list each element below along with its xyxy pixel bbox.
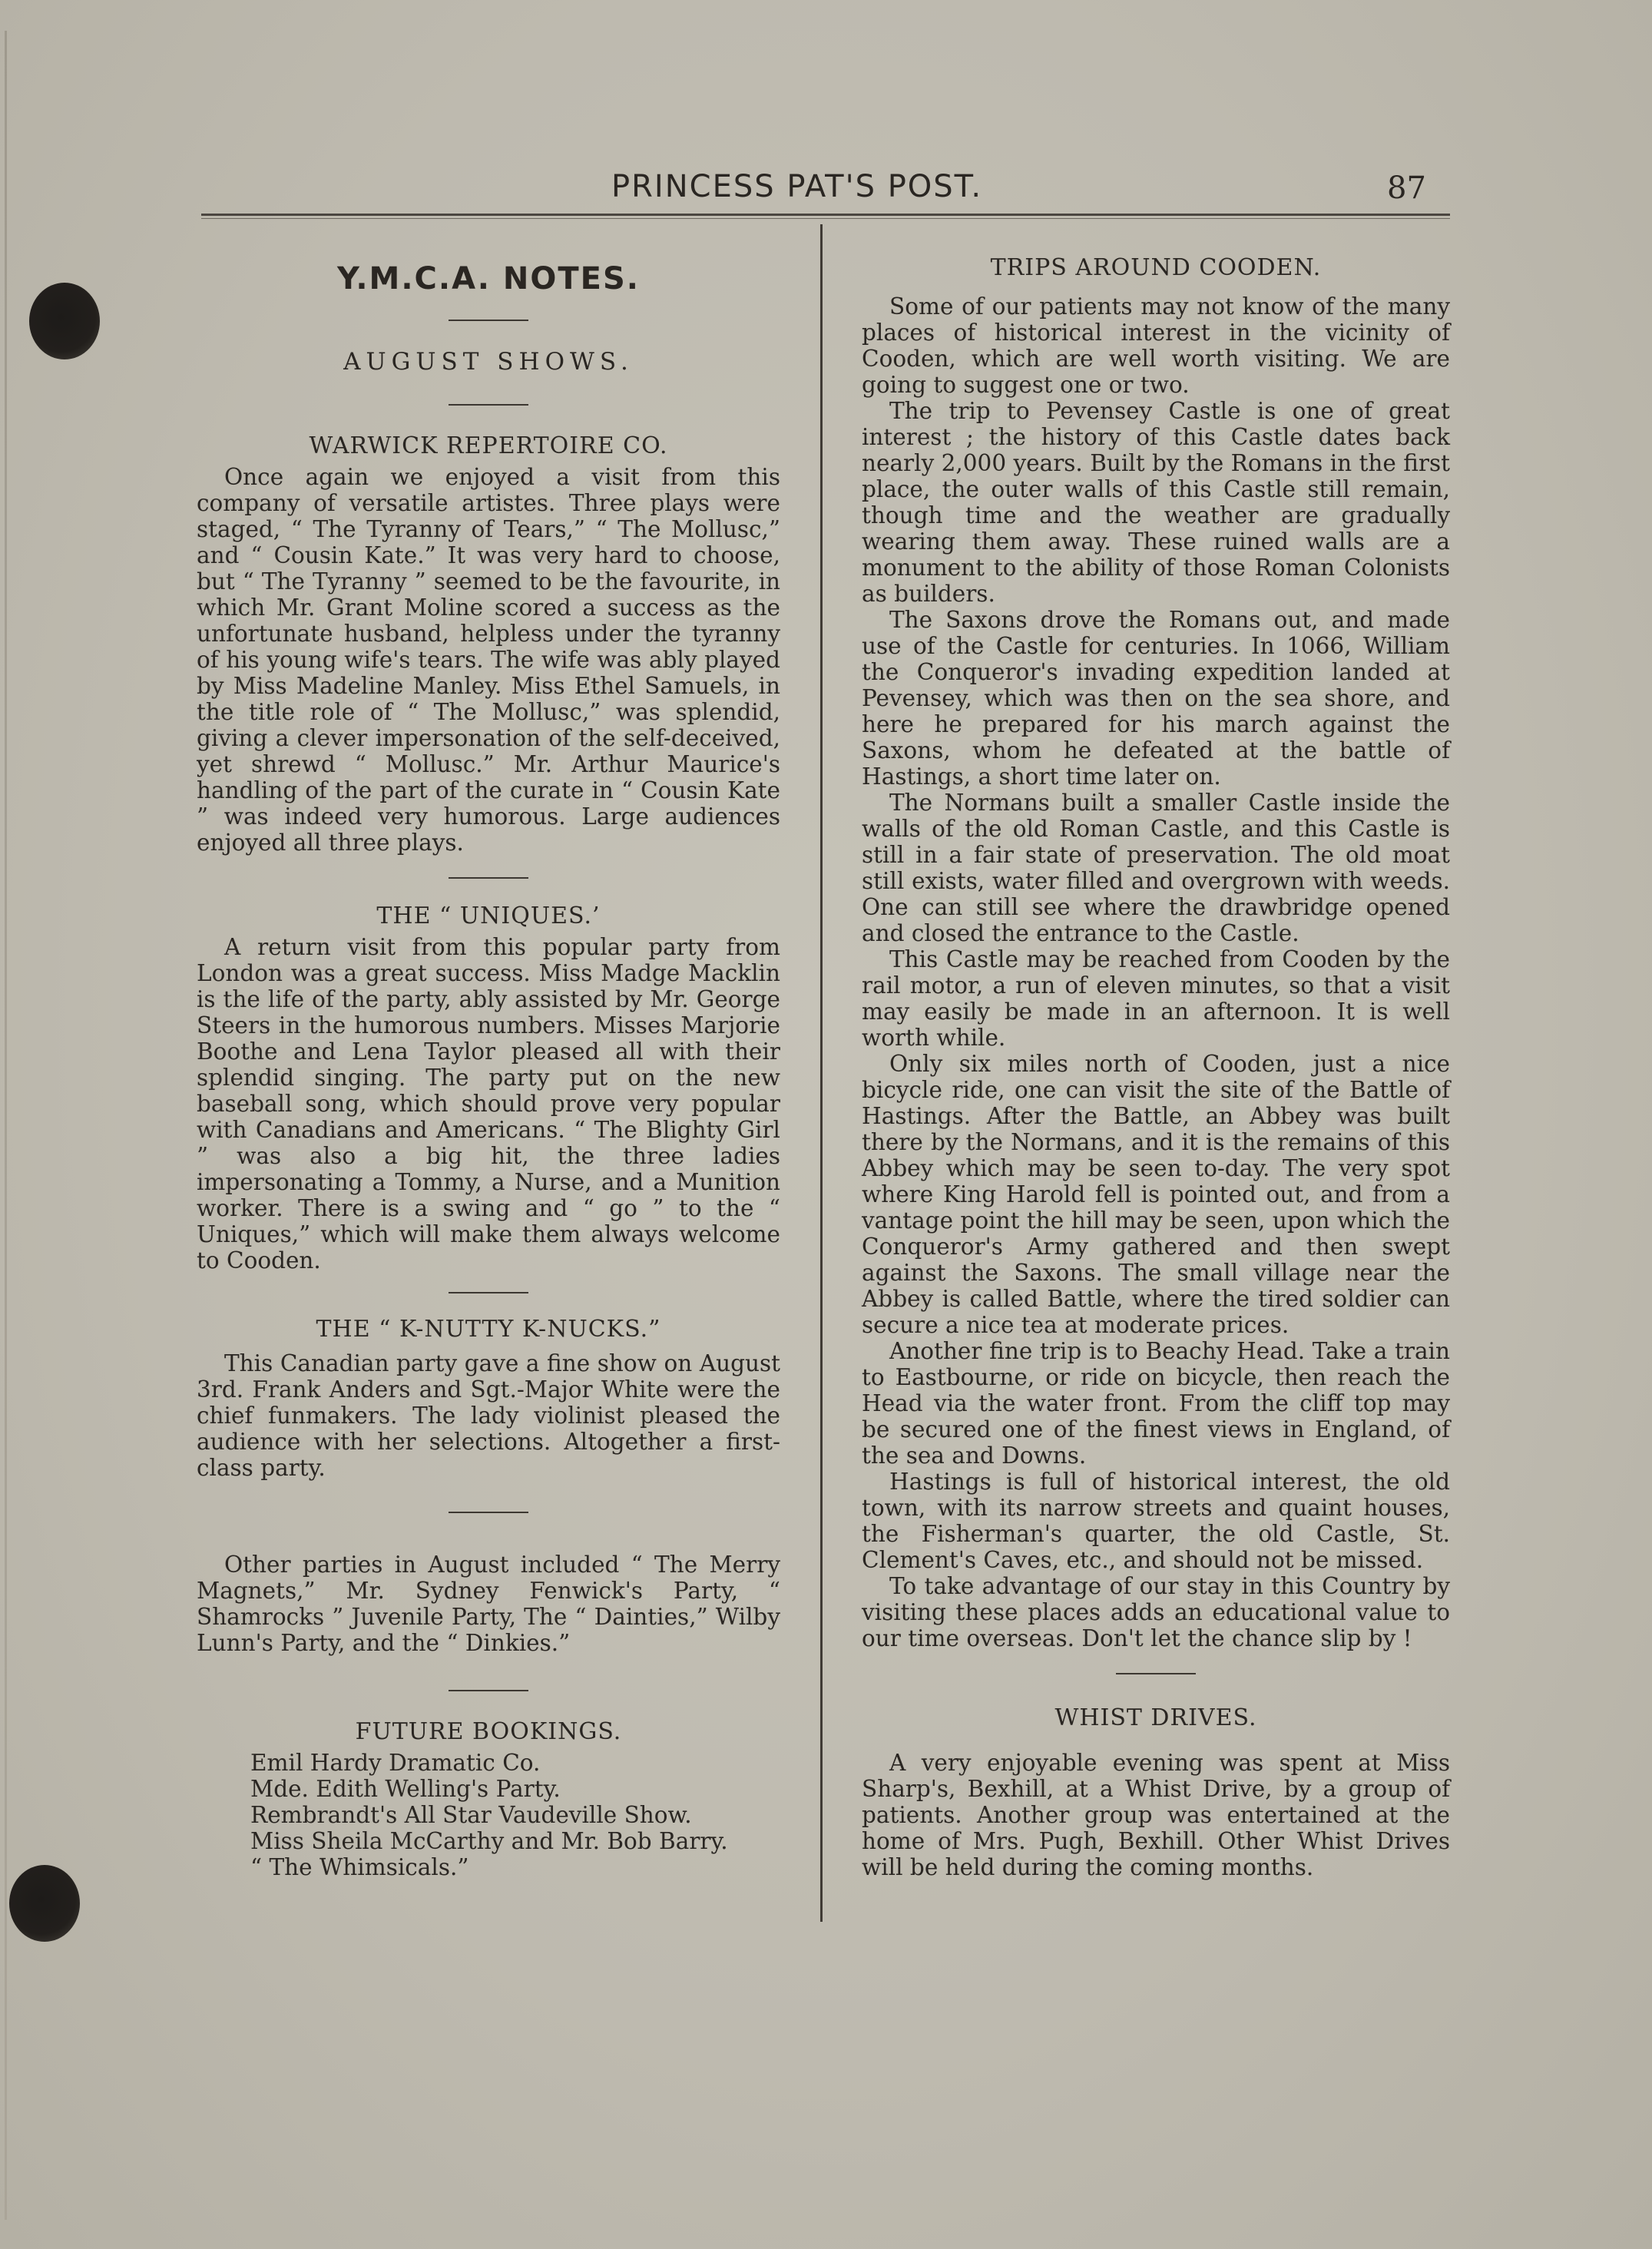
paragraph-whist: A very enjoyable evening was spent at Miss Sharp's, Bexhill, at a Whist Drive, by a group of patients. Another group was entertained at the home of Mrs. Pugh, Bexhill. Other Whist Drives will be held during the coming months. (862, 1750, 1450, 1880)
divider-rule (449, 1690, 528, 1691)
masthead-title: PRINCESS PAT'S POST. (611, 169, 983, 204)
divider-rule (449, 1292, 528, 1293)
right-column (862, 230, 1450, 1880)
booking-item: Mde. Edith Welling's Party. (250, 1776, 561, 1802)
paragraph-trips: Some of our patients may not know of the many places of historical interest in the vicinity of Cooden, which are well worth visiting. We are going to suggest one or two. (862, 293, 1450, 398)
paragraph-other-parties: Other parties in August included “ The Merry Magnets,” Mr. Sydney Fenwick's Party, “ Shamrocks ” Juvenile Party, The “ Dainties,” Wilby Lunn's Party, and the “ Dinkies.” (197, 1552, 780, 1656)
header-rule-thin (201, 218, 1450, 219)
paragraph-trips: To take advantage of our stay in this Country by visiting these places adds an educational value to our time overseas. Don't let the chance slip by ! (862, 1573, 1450, 1651)
paragraph-trips: Another fine trip is to Beachy Head. Take a train to Eastbourne, or ride on bicycle, then reach the Head via the water front. From the cliff top may be secured one of the finest views in England, of the sea and Downs. (862, 1338, 1450, 1469)
divider-rule (449, 877, 528, 879)
punch-hole-top (29, 283, 100, 359)
paragraph-knutty: This Canadian party gave a fine show on August 3rd. Frank Anders and Sgt.-Major White were the chief funmakers. The lady violinist pleased the audience with her selections. Altogether a first-class party. (197, 1350, 780, 1481)
column-divider (820, 224, 823, 1922)
paragraph-trips: The Saxons drove the Romans out, and made use of the Castle for centuries. In 1066, William the Conqueror's invading expedition landed at Pevensey, which was then on the sea shore, and here he prepared for his march against the Saxons, whom he defeated at the battle of Hastings, a short time later on. (862, 607, 1450, 790)
section-subtitle: AUGUST SHOWS. (343, 348, 634, 376)
trips-article (862, 293, 1450, 1651)
header-rule (201, 214, 1450, 216)
paragraph-trips: Hastings is full of historical interest, the old town, with its narrow streets and quaint houses, the Fisherman's quarter, the old Castle, St. Clement's Caves, etc., and should not be missed. (862, 1469, 1450, 1573)
left-column (197, 230, 780, 1880)
paragraph-warwick: Once again we enjoyed a visit from this company of versatile artistes. Three plays were staged, “ The Tyranny of Tears,” “ The Mollusc,” and “ Cousin Kate.” It was very hard to choose, but “ The Tyranny ” seemed to be the favourite, in which Mr. Grant Moline scored a success as the unfortunate husband, helpless under the tyranny of his young wife's tears. The wife was ably played by Miss Madeline Manley. Miss Ethel Samuels, in the title role of “ The Mollusc,” was splendid, giving a clever impersonation of the self-deceived, yet shrewd “ Mollusc.” Mr. Arthur Maurice's handling of the part of the curate in “ Cousin Kate ” was indeed very humorous. Large audiences enjoyed all three plays. (197, 464, 780, 856)
paper-edge (5, 31, 7, 2220)
section-title: Y.M.C.A. NOTES. (336, 261, 640, 296)
bookings-list (197, 1750, 780, 1880)
divider-rule (449, 320, 528, 321)
divider-rule (449, 404, 528, 406)
paragraph-trips: The trip to Pevensey Castle is one of great interest ; the history of this Castle dates back nearly 2,000 years. Built by the Romans in the first place, the outer walls of this Castle still remain, though time and the weather are gradually wearing them away. These ruined walls are a monument to the ability of those Roman Colonists as builders. (862, 398, 1450, 607)
page-number: 87 (1387, 171, 1426, 206)
booking-item: Rembrandt's All Star Vaudeville Show. (250, 1802, 692, 1828)
paragraph-uniques: A return visit from this popular party from London was a great success. Miss Madge Macklin is the life of the party, ably assisted by Mr. George Steers in the humorous numbers. Misses Marjorie Boothe and Lena Taylor pleased all with their splendid singing. The party put on the new baseball song, which should prove very popular with Canadians and Americans. “ The Blighty Girl ” was also a big hit, the three ladies impersonating a Tommy, a Nurse, and a Munition worker. There is a swing and “ go ” to the “ Uniques,” which will make them always welcome to Cooden. (197, 934, 780, 1274)
paragraph-trips: Only six miles north of Cooden, just a nice bicycle ride, one can visit the site of the Battle of Hastings. After the Battle, an Abbey was built there by the Normans, and it is the remains of this Abbey which may be seen to-day. The very spot where King Harold fell is pointed out, and from a vantage point the hill may be seen, upon which the Conqueror's Army gathered and then swept against the Saxons. The small village near the Abbey is called Battle, where the tired soldier can secure a nice tea at moderate prices. (862, 1051, 1450, 1338)
divider-rule (449, 1512, 528, 1513)
punch-hole-bottom (9, 1865, 80, 1942)
booking-item: Emil Hardy Dramatic Co. (250, 1750, 541, 1776)
heading-knutty: THE “ K-NUTTY K-NUCKS.” (316, 1316, 661, 1343)
heading-trips: TRIPS AROUND COODEN. (990, 254, 1322, 281)
divider-rule (1116, 1673, 1196, 1674)
paragraph-trips: This Castle may be reached from Cooden by the rail motor, a run of eleven minutes, so that a visit may easily be made in an afternoon. It is well worth while. (862, 946, 1450, 1051)
booking-item: “ The Whimsicals.” (250, 1854, 469, 1880)
heading-uniques: THE “ UNIQUES.’ (376, 903, 601, 929)
heading-future-bookings: FUTURE BOOKINGS. (355, 1718, 622, 1745)
heading-warwick: WARWICK REPERTOIRE CO. (309, 432, 668, 459)
booking-item: Miss Sheila McCarthy and Mr. Bob Barry. (250, 1828, 728, 1854)
paragraph-trips: The Normans built a smaller Castle inside the walls of the old Roman Castle, and this Castle is still in a fair state of preservation. The old moat still exists, water filled and overgrown with weeds. One can still see where the drawbridge opened and closed the entrance to the Castle. (862, 790, 1450, 946)
heading-whist: WHIST DRIVES. (1054, 1704, 1257, 1731)
